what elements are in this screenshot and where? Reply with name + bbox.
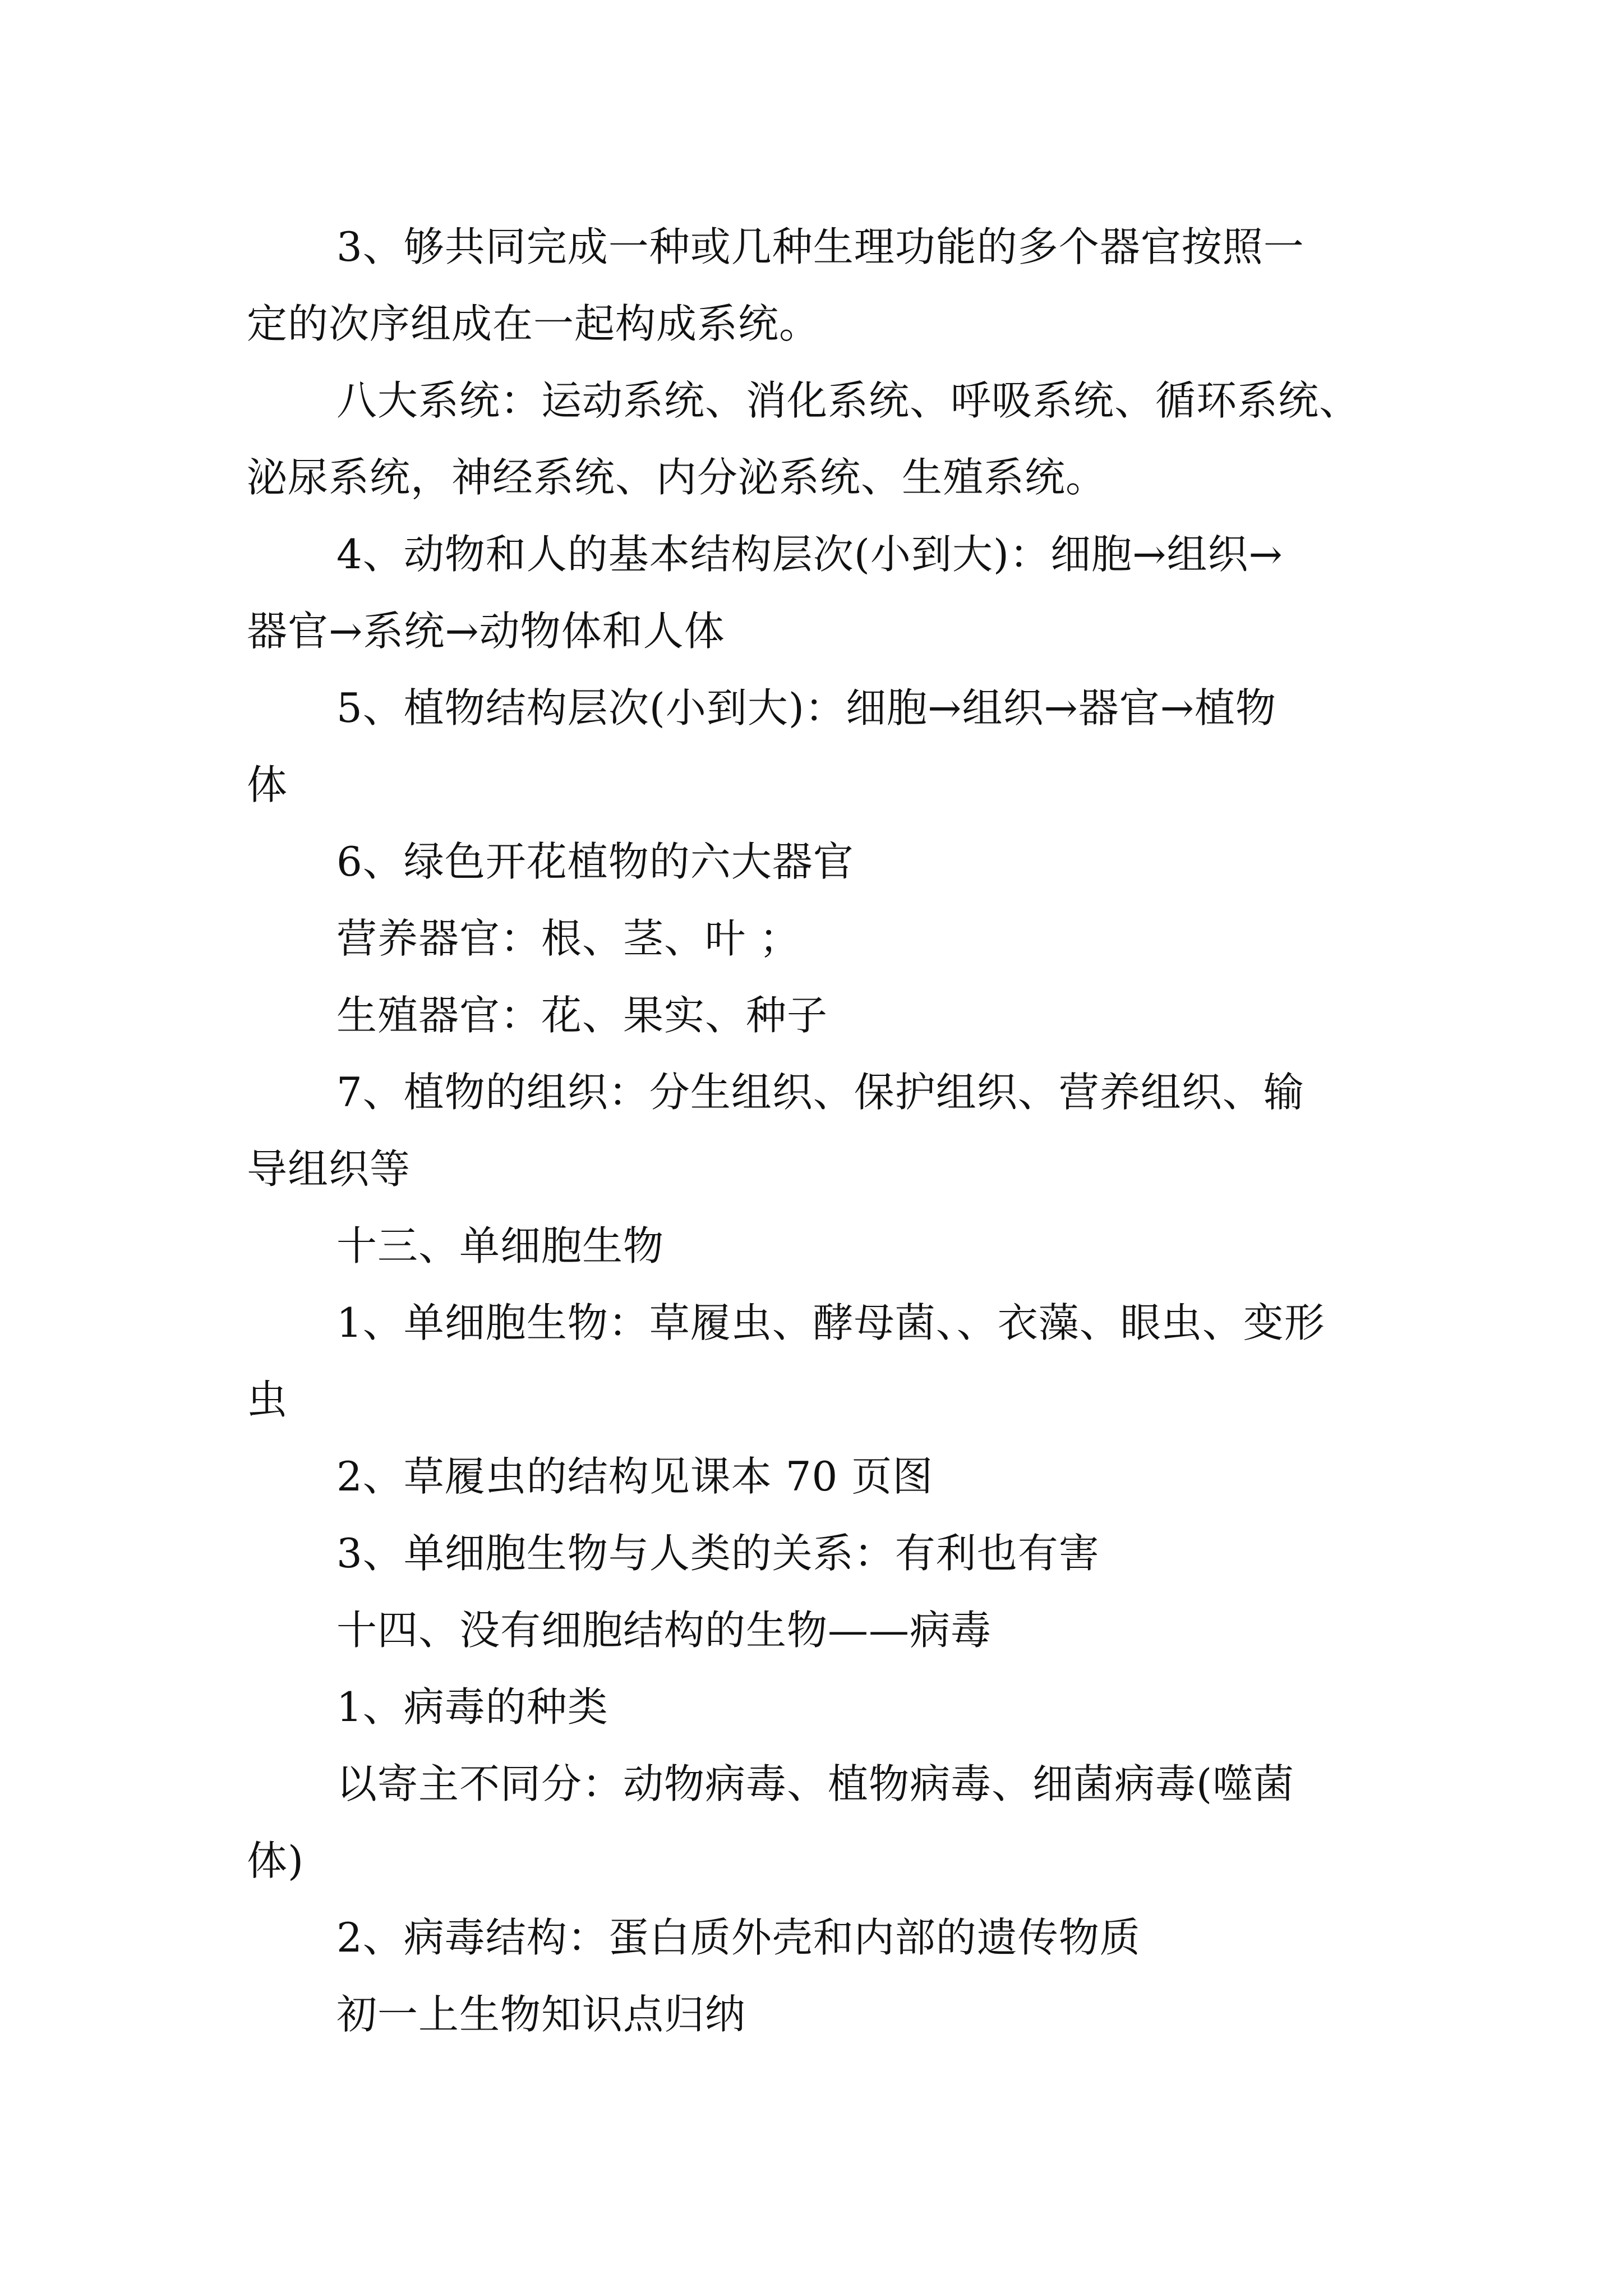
- text-line: 3、够共同完成一种或几种生理功能的多个器官按照一: [336, 223, 1304, 270]
- text-line: 八大系统：运动系统、消化系统、呼吸系统、循环系统、: [336, 377, 1361, 424]
- text-line: 5、植物结构层次(小到大)：细胞→组织→器官→植物: [336, 684, 1276, 731]
- text-line: 生殖器官：花、果实、种子: [336, 992, 828, 1039]
- text-line: 7、植物的组织：分生组织、保护组织、营养组织、输: [336, 1069, 1304, 1116]
- text-line: 体): [247, 1837, 305, 1884]
- section-heading: 十三、单细胞生物: [336, 1222, 665, 1269]
- text-line: 以寄主不同分：动物病毒、植物病毒、细菌病毒(噬菌: [336, 1760, 1295, 1807]
- text-line: 导组织等: [247, 1145, 411, 1193]
- text-line: 定的次序组成在一起构成系统。: [247, 300, 820, 347]
- text-line: 1、单细胞生物：草履虫、酵母菌、、衣藻、眼虫、变形: [336, 1299, 1325, 1346]
- text-line: 2、草履虫的结构见课本 70 页图: [336, 1453, 934, 1500]
- text-line: 体: [247, 761, 288, 808]
- section-heading: 十四、没有细胞结构的生物——病毒: [336, 1607, 992, 1654]
- text-line: 泌尿系统，神经系统、内分泌系统、生殖系统。: [247, 454, 1107, 501]
- text-line: 6、绿色开花植物的六大器官: [336, 838, 854, 885]
- text-line: 3、单细胞生物与人类的关系：有利也有害: [336, 1530, 1100, 1577]
- text-line: 1、病毒的种类: [336, 1683, 608, 1731]
- text-line: 虫: [247, 1376, 288, 1423]
- text-line: 器官→系统→动物体和人体: [247, 608, 725, 655]
- text-line: 2、病毒结构：蛋白质外壳和内部的遗传物质: [336, 1914, 1141, 1961]
- section-heading: 初一上生物知识点归纳: [336, 1991, 746, 2038]
- text-line: 营养器官：根、茎、叶 ；: [336, 915, 800, 962]
- text-line: 4、动物和人的基本结构层次(小到大)：细胞→组织→: [336, 531, 1283, 578]
